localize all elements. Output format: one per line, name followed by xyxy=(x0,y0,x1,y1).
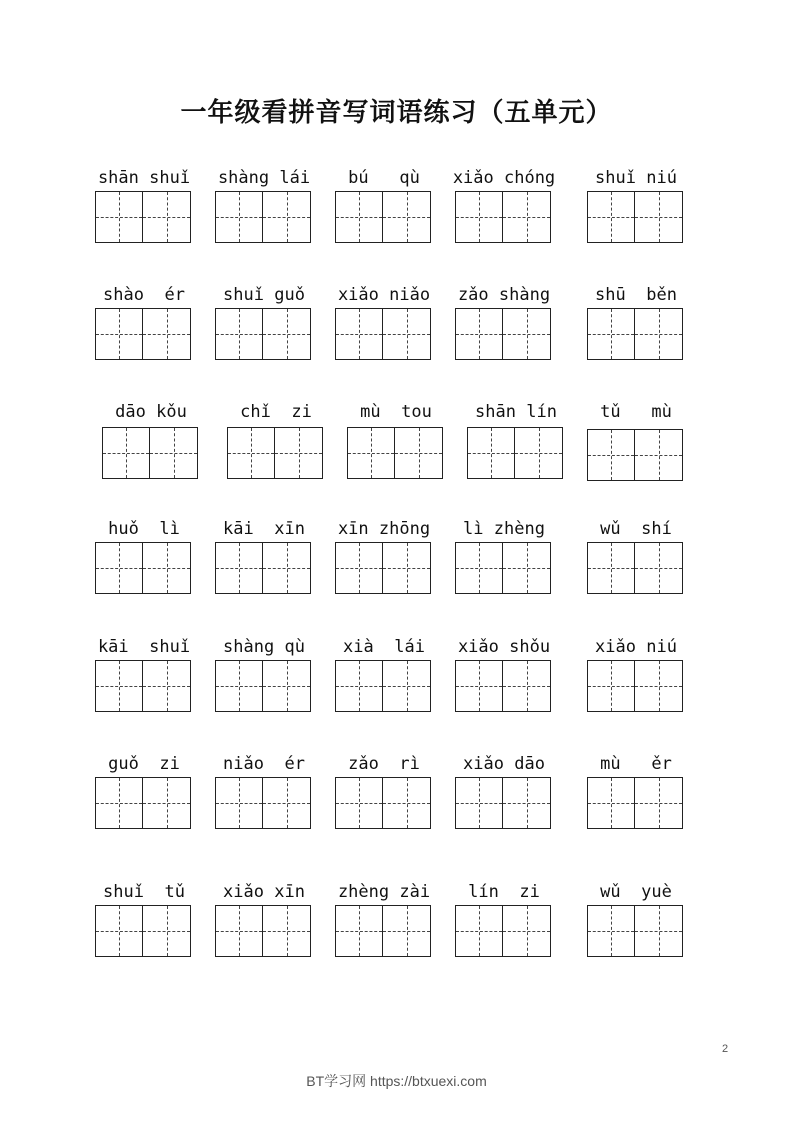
tianzige-cell[interactable] xyxy=(335,308,383,360)
tianzige-cell[interactable] xyxy=(275,427,323,479)
guide-line-vertical xyxy=(479,309,480,359)
tianzige-cell[interactable] xyxy=(263,542,311,594)
pinyin-label: lì zhèng xyxy=(463,519,545,539)
guide-line-vertical xyxy=(539,428,540,478)
guide-line-vertical xyxy=(119,309,120,359)
guide-line-vertical xyxy=(299,428,300,478)
writing-grid xyxy=(215,191,311,243)
writing-grid xyxy=(335,905,431,957)
writing-grid xyxy=(455,905,551,957)
tianzige-cell[interactable] xyxy=(215,191,263,243)
tianzige-cell[interactable] xyxy=(455,308,503,360)
tianzige-cell[interactable] xyxy=(143,191,191,243)
tianzige-cell[interactable] xyxy=(455,191,503,243)
tianzige-cell[interactable] xyxy=(503,905,551,957)
writing-grid xyxy=(455,308,551,360)
pinyin-label: mù tou xyxy=(360,402,432,422)
tianzige-cell[interactable] xyxy=(635,542,683,594)
pinyin-label: chǐ zi xyxy=(240,402,312,422)
guide-line-vertical xyxy=(287,906,288,956)
pinyin-label: shān lín xyxy=(475,402,557,422)
tianzige-cell[interactable] xyxy=(455,905,503,957)
pinyin-label: bú qù xyxy=(348,168,420,188)
writing-grid xyxy=(587,660,683,712)
guide-line-vertical xyxy=(611,309,612,359)
guide-line-vertical xyxy=(407,661,408,711)
pinyin-label: shào ér xyxy=(103,285,185,305)
tianzige-cell[interactable] xyxy=(143,905,191,957)
tianzige-cell[interactable] xyxy=(335,191,383,243)
writing-grid xyxy=(587,308,683,360)
page-number: 2 xyxy=(722,1043,729,1055)
tianzige-cell[interactable] xyxy=(335,542,383,594)
writing-grid xyxy=(215,660,311,712)
writing-grid xyxy=(215,777,311,829)
tianzige-cell[interactable] xyxy=(215,542,263,594)
guide-line-vertical xyxy=(239,543,240,593)
guide-line-vertical xyxy=(239,661,240,711)
guide-line-vertical xyxy=(126,428,127,478)
pinyin-label: xiǎo dāo xyxy=(463,754,545,774)
guide-line-vertical xyxy=(407,543,408,593)
tianzige-cell[interactable] xyxy=(587,905,635,957)
tianzige-cell[interactable] xyxy=(395,427,443,479)
pinyin-label: huǒ lì xyxy=(108,519,180,539)
tianzige-cell[interactable] xyxy=(635,429,683,481)
tianzige-cell[interactable] xyxy=(383,191,431,243)
guide-line-vertical xyxy=(527,543,528,593)
guide-line-vertical xyxy=(119,778,120,828)
writing-grid xyxy=(335,777,431,829)
writing-grid xyxy=(95,905,191,957)
tianzige-cell[interactable] xyxy=(263,905,311,957)
guide-line-vertical xyxy=(479,543,480,593)
writing-grid xyxy=(455,660,551,712)
guide-line-vertical xyxy=(167,778,168,828)
writing-grid xyxy=(455,542,551,594)
tianzige-cell[interactable] xyxy=(227,427,275,479)
footer-site: BT学习网 https://btxuexi.com xyxy=(306,1073,487,1089)
guide-line-vertical xyxy=(119,906,120,956)
tianzige-cell[interactable] xyxy=(635,191,683,243)
guide-line-vertical xyxy=(287,309,288,359)
tianzige-cell[interactable] xyxy=(143,542,191,594)
pinyin-label: xiǎo niǎo xyxy=(337,285,431,305)
pinyin-label: shàng lái xyxy=(217,168,311,188)
pinyin-label: zhèng zài xyxy=(337,882,431,902)
tianzige-cell[interactable] xyxy=(215,308,263,360)
pinyin-label: xiǎo niú xyxy=(595,637,677,657)
tianzige-cell[interactable] xyxy=(215,905,263,957)
tianzige-cell[interactable] xyxy=(383,308,431,360)
tianzige-cell[interactable] xyxy=(587,191,635,243)
guide-line-vertical xyxy=(527,309,528,359)
pinyin-label: dāo kǒu xyxy=(115,402,187,422)
writing-grid xyxy=(102,427,198,479)
guide-line-vertical xyxy=(407,192,408,242)
tianzige-cell[interactable] xyxy=(503,777,551,829)
pinyin-label: shān shuǐ xyxy=(97,168,191,188)
tianzige-cell[interactable] xyxy=(263,660,311,712)
guide-line-vertical xyxy=(359,543,360,593)
tianzige-cell[interactable] xyxy=(587,308,635,360)
exercise-row xyxy=(0,882,793,992)
pinyin-label: zǎo shàng xyxy=(457,285,551,305)
guide-line-vertical xyxy=(527,778,528,828)
tianzige-cell[interactable] xyxy=(95,308,143,360)
writing-grid xyxy=(335,308,431,360)
guide-line-vertical xyxy=(119,192,120,242)
guide-line-vertical xyxy=(479,906,480,956)
pinyin-label: wǔ shí xyxy=(600,519,672,539)
guide-line-vertical xyxy=(611,778,612,828)
guide-line-vertical xyxy=(407,309,408,359)
guide-line-vertical xyxy=(239,192,240,242)
guide-line-vertical xyxy=(287,543,288,593)
guide-line-vertical xyxy=(287,778,288,828)
tianzige-cell[interactable] xyxy=(143,660,191,712)
pinyin-label: guǒ zi xyxy=(108,754,180,774)
guide-line-vertical xyxy=(167,661,168,711)
pinyin-label: lín zi xyxy=(468,882,540,902)
tianzige-cell[interactable] xyxy=(383,660,431,712)
writing-grid xyxy=(587,429,683,481)
worksheet-title: 一年级看拼音写词语练习（五单元） xyxy=(180,98,613,128)
guide-line-vertical xyxy=(611,906,612,956)
pinyin-label: kāi shuǐ xyxy=(97,637,191,657)
guide-line-vertical xyxy=(287,192,288,242)
guide-line-vertical xyxy=(611,192,612,242)
tianzige-cell[interactable] xyxy=(635,905,683,957)
guide-line-vertical xyxy=(659,906,660,956)
pinyin-label: tǔ mù xyxy=(600,402,672,422)
tianzige-cell[interactable] xyxy=(143,777,191,829)
guide-line-vertical xyxy=(659,430,660,480)
writing-grid xyxy=(95,542,191,594)
tianzige-cell[interactable] xyxy=(587,542,635,594)
pinyin-label: xiǎo chóng xyxy=(452,168,556,188)
tianzige-cell[interactable] xyxy=(95,542,143,594)
pinyin-label: wǔ yuè xyxy=(600,882,672,902)
tianzige-cell[interactable] xyxy=(455,542,503,594)
tianzige-cell[interactable] xyxy=(455,660,503,712)
guide-line-vertical xyxy=(659,192,660,242)
pinyin-label: xiǎo shǒu xyxy=(457,637,551,657)
pinyin-label: shū běn xyxy=(595,285,677,305)
tianzige-cell[interactable] xyxy=(503,660,551,712)
pinyin-label: xià lái xyxy=(343,637,425,657)
guide-line-vertical xyxy=(359,661,360,711)
writing-grid xyxy=(227,427,323,479)
tianzige-cell[interactable] xyxy=(515,427,563,479)
tianzige-cell[interactable] xyxy=(587,777,635,829)
guide-line-vertical xyxy=(174,428,175,478)
writing-grid xyxy=(347,427,443,479)
writing-grid xyxy=(587,191,683,243)
tianzige-cell[interactable] xyxy=(383,542,431,594)
tianzige-cell[interactable] xyxy=(347,427,395,479)
guide-line-vertical xyxy=(251,428,252,478)
guide-line-vertical xyxy=(359,309,360,359)
exercise-row xyxy=(0,637,793,747)
tianzige-cell[interactable] xyxy=(263,191,311,243)
pinyin-label: mù ěr xyxy=(600,754,672,774)
guide-line-vertical xyxy=(527,192,528,242)
exercise-row xyxy=(0,285,793,395)
tianzige-cell[interactable] xyxy=(335,777,383,829)
tianzige-cell[interactable] xyxy=(335,905,383,957)
guide-line-vertical xyxy=(287,661,288,711)
guide-line-vertical xyxy=(239,778,240,828)
writing-grid xyxy=(215,542,311,594)
tianzige-cell[interactable] xyxy=(455,777,503,829)
tianzige-cell[interactable] xyxy=(102,427,150,479)
writing-grid xyxy=(215,905,311,957)
guide-line-vertical xyxy=(659,309,660,359)
guide-line-vertical xyxy=(527,906,528,956)
writing-grid xyxy=(335,660,431,712)
tianzige-cell[interactable] xyxy=(503,191,551,243)
guide-line-vertical xyxy=(119,543,120,593)
guide-line-vertical xyxy=(479,661,480,711)
guide-line-vertical xyxy=(659,661,660,711)
tianzige-cell[interactable] xyxy=(635,308,683,360)
writing-grid xyxy=(587,905,683,957)
guide-line-vertical xyxy=(479,192,480,242)
writing-grid xyxy=(215,308,311,360)
guide-line-vertical xyxy=(407,778,408,828)
writing-grid xyxy=(95,308,191,360)
writing-grid xyxy=(587,777,683,829)
writing-grid xyxy=(455,191,551,243)
writing-grid xyxy=(467,427,563,479)
exercise-row xyxy=(0,168,793,278)
guide-line-vertical xyxy=(371,428,372,478)
pinyin-label: shàng qù xyxy=(223,637,305,657)
tianzige-cell[interactable] xyxy=(215,660,263,712)
guide-line-vertical xyxy=(359,778,360,828)
tianzige-cell[interactable] xyxy=(587,429,635,481)
writing-grid xyxy=(95,191,191,243)
writing-grid xyxy=(455,777,551,829)
pinyin-label: shuǐ tǔ xyxy=(103,882,185,902)
tianzige-cell[interactable] xyxy=(635,660,683,712)
tianzige-cell[interactable] xyxy=(215,777,263,829)
guide-line-vertical xyxy=(659,543,660,593)
guide-line-vertical xyxy=(527,661,528,711)
exercise-row xyxy=(0,754,793,864)
tianzige-cell[interactable] xyxy=(503,542,551,594)
guide-line-vertical xyxy=(491,428,492,478)
tianzige-cell[interactable] xyxy=(263,777,311,829)
exercise-row xyxy=(0,402,793,512)
writing-grid xyxy=(587,542,683,594)
tianzige-cell[interactable] xyxy=(635,777,683,829)
tianzige-cell[interactable] xyxy=(95,660,143,712)
tianzige-cell[interactable] xyxy=(95,191,143,243)
pinyin-label: xiǎo xīn xyxy=(223,882,305,902)
tianzige-cell[interactable] xyxy=(95,905,143,957)
guide-line-vertical xyxy=(611,661,612,711)
guide-line-vertical xyxy=(659,778,660,828)
writing-grid xyxy=(95,777,191,829)
pinyin-label: xīn zhōng xyxy=(337,519,431,539)
tianzige-cell[interactable] xyxy=(587,660,635,712)
tianzige-cell[interactable] xyxy=(383,777,431,829)
guide-line-vertical xyxy=(239,906,240,956)
tianzige-cell[interactable] xyxy=(503,308,551,360)
pinyin-label: shuǐ niú xyxy=(595,168,677,188)
guide-line-vertical xyxy=(167,309,168,359)
guide-line-vertical xyxy=(611,430,612,480)
guide-line-vertical xyxy=(359,906,360,956)
tianzige-cell[interactable] xyxy=(263,308,311,360)
guide-line-vertical xyxy=(611,543,612,593)
guide-line-vertical xyxy=(167,192,168,242)
guide-line-vertical xyxy=(119,661,120,711)
writing-grid xyxy=(95,660,191,712)
guide-line-vertical xyxy=(359,192,360,242)
tianzige-cell[interactable] xyxy=(150,427,198,479)
pinyin-label: kāi xīn xyxy=(223,519,305,539)
guide-line-vertical xyxy=(407,906,408,956)
guide-line-vertical xyxy=(479,778,480,828)
exercise-row xyxy=(0,519,793,629)
tianzige-cell[interactable] xyxy=(143,308,191,360)
tianzige-cell[interactable] xyxy=(95,777,143,829)
tianzige-cell[interactable] xyxy=(335,660,383,712)
writing-grid xyxy=(335,191,431,243)
guide-line-vertical xyxy=(239,309,240,359)
guide-line-vertical xyxy=(167,543,168,593)
tianzige-cell[interactable] xyxy=(467,427,515,479)
pinyin-label: niǎo ér xyxy=(223,754,305,774)
tianzige-cell[interactable] xyxy=(383,905,431,957)
guide-line-vertical xyxy=(167,906,168,956)
pinyin-label: zǎo rì xyxy=(348,754,420,774)
writing-grid xyxy=(335,542,431,594)
pinyin-label: shuǐ guǒ xyxy=(223,285,305,305)
guide-line-vertical xyxy=(419,428,420,478)
